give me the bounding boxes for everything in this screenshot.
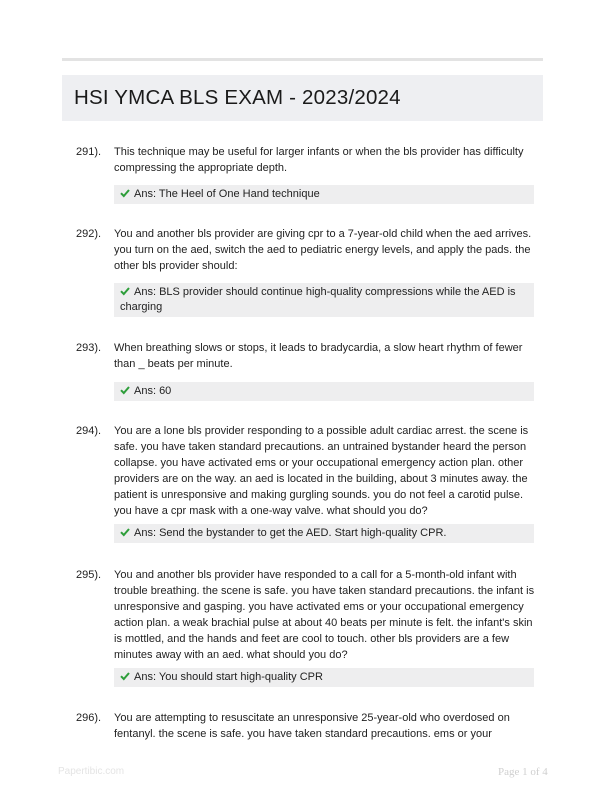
top-rule <box>62 58 543 61</box>
answer-box <box>114 524 534 543</box>
question-text: This technique may be useful for larger infants or when the bls provider has difficulty compressing the appropriate depth. <box>114 146 524 174</box>
question-number: 293). <box>76 342 102 354</box>
question-text: You are attempting to resuscitate an unresponsive 25-year-old who overdosed on fentanyl. the scene is safe. you have taken standard precautions. ems or your <box>114 712 510 740</box>
question-text: When breathing slows or stops, it leads to bradycardia, a slow heart rhythm of fewer than _ beats per minute. <box>114 342 523 370</box>
check-icon <box>120 385 130 395</box>
answer-text: Ans: You should start high-quality CPR <box>134 671 323 683</box>
answer-box <box>114 283 534 317</box>
answer-box <box>114 668 534 687</box>
answer-text: Ans: Send the bystander to get the AED. Start high-quality CPR. <box>134 527 447 539</box>
check-icon <box>120 671 130 681</box>
answer-text: Ans: BLS provider should continue high-quality compressions while the AED is charging <box>120 286 516 313</box>
question-text: You are a lone bls provider responding to a possible adult cardiac arrest. the scene is safe. you have taken standard precautions. an untrained bystander heard the person collapse. you have activated ems or your occupational emergency action plan. other providers are on the way. an aed is located in the building, about 3 minutes away. the patient is unresponsive and making gurgling sounds. you do not feel a carotid pulse. you have a cpr mask with a one-way valve. what should you do? <box>114 425 529 517</box>
answer-text: Ans: 60 <box>134 385 172 397</box>
question-number: 292). <box>76 228 102 240</box>
page-number: Page 1 of 4 <box>498 766 548 778</box>
check-icon <box>120 188 130 198</box>
footer-watermark: Papertibic.com <box>58 766 125 777</box>
question-text: You and another bls provider are giving cpr to a 7-year-old child when the aed arrives. you turn on the aed, switch the aed to pediatric energy levels, and apply the pads. the other bls provider should: <box>114 228 532 272</box>
answer-text: Ans: The Heel of One Hand technique <box>134 188 320 200</box>
question-text: You and another bls provider have responded to a call for a 5-month-old infant with trouble breathing. the scene is safe. you have taken standard precautions. the infant is unresponsive and gasping. you have activated ems or your occupational emergency action plan. a weak brachial pulse at about 40 beats per minute is felt. the infant's skin is mottled, and the hands and feet are cool to touch. other bls providers are a few minutes away with an aed. what should you do? <box>114 569 535 661</box>
question-number: 295). <box>76 569 102 581</box>
answer-box <box>114 185 534 204</box>
question-number: 291). <box>76 146 102 158</box>
question-number: 294). <box>76 425 102 437</box>
answer-box <box>114 382 534 401</box>
title-bar <box>62 75 543 121</box>
check-icon <box>120 286 130 296</box>
page-title: HSI YMCA BLS EXAM - 2023/2024 <box>74 86 401 109</box>
question-number: 296). <box>76 712 102 724</box>
check-icon <box>120 527 130 537</box>
